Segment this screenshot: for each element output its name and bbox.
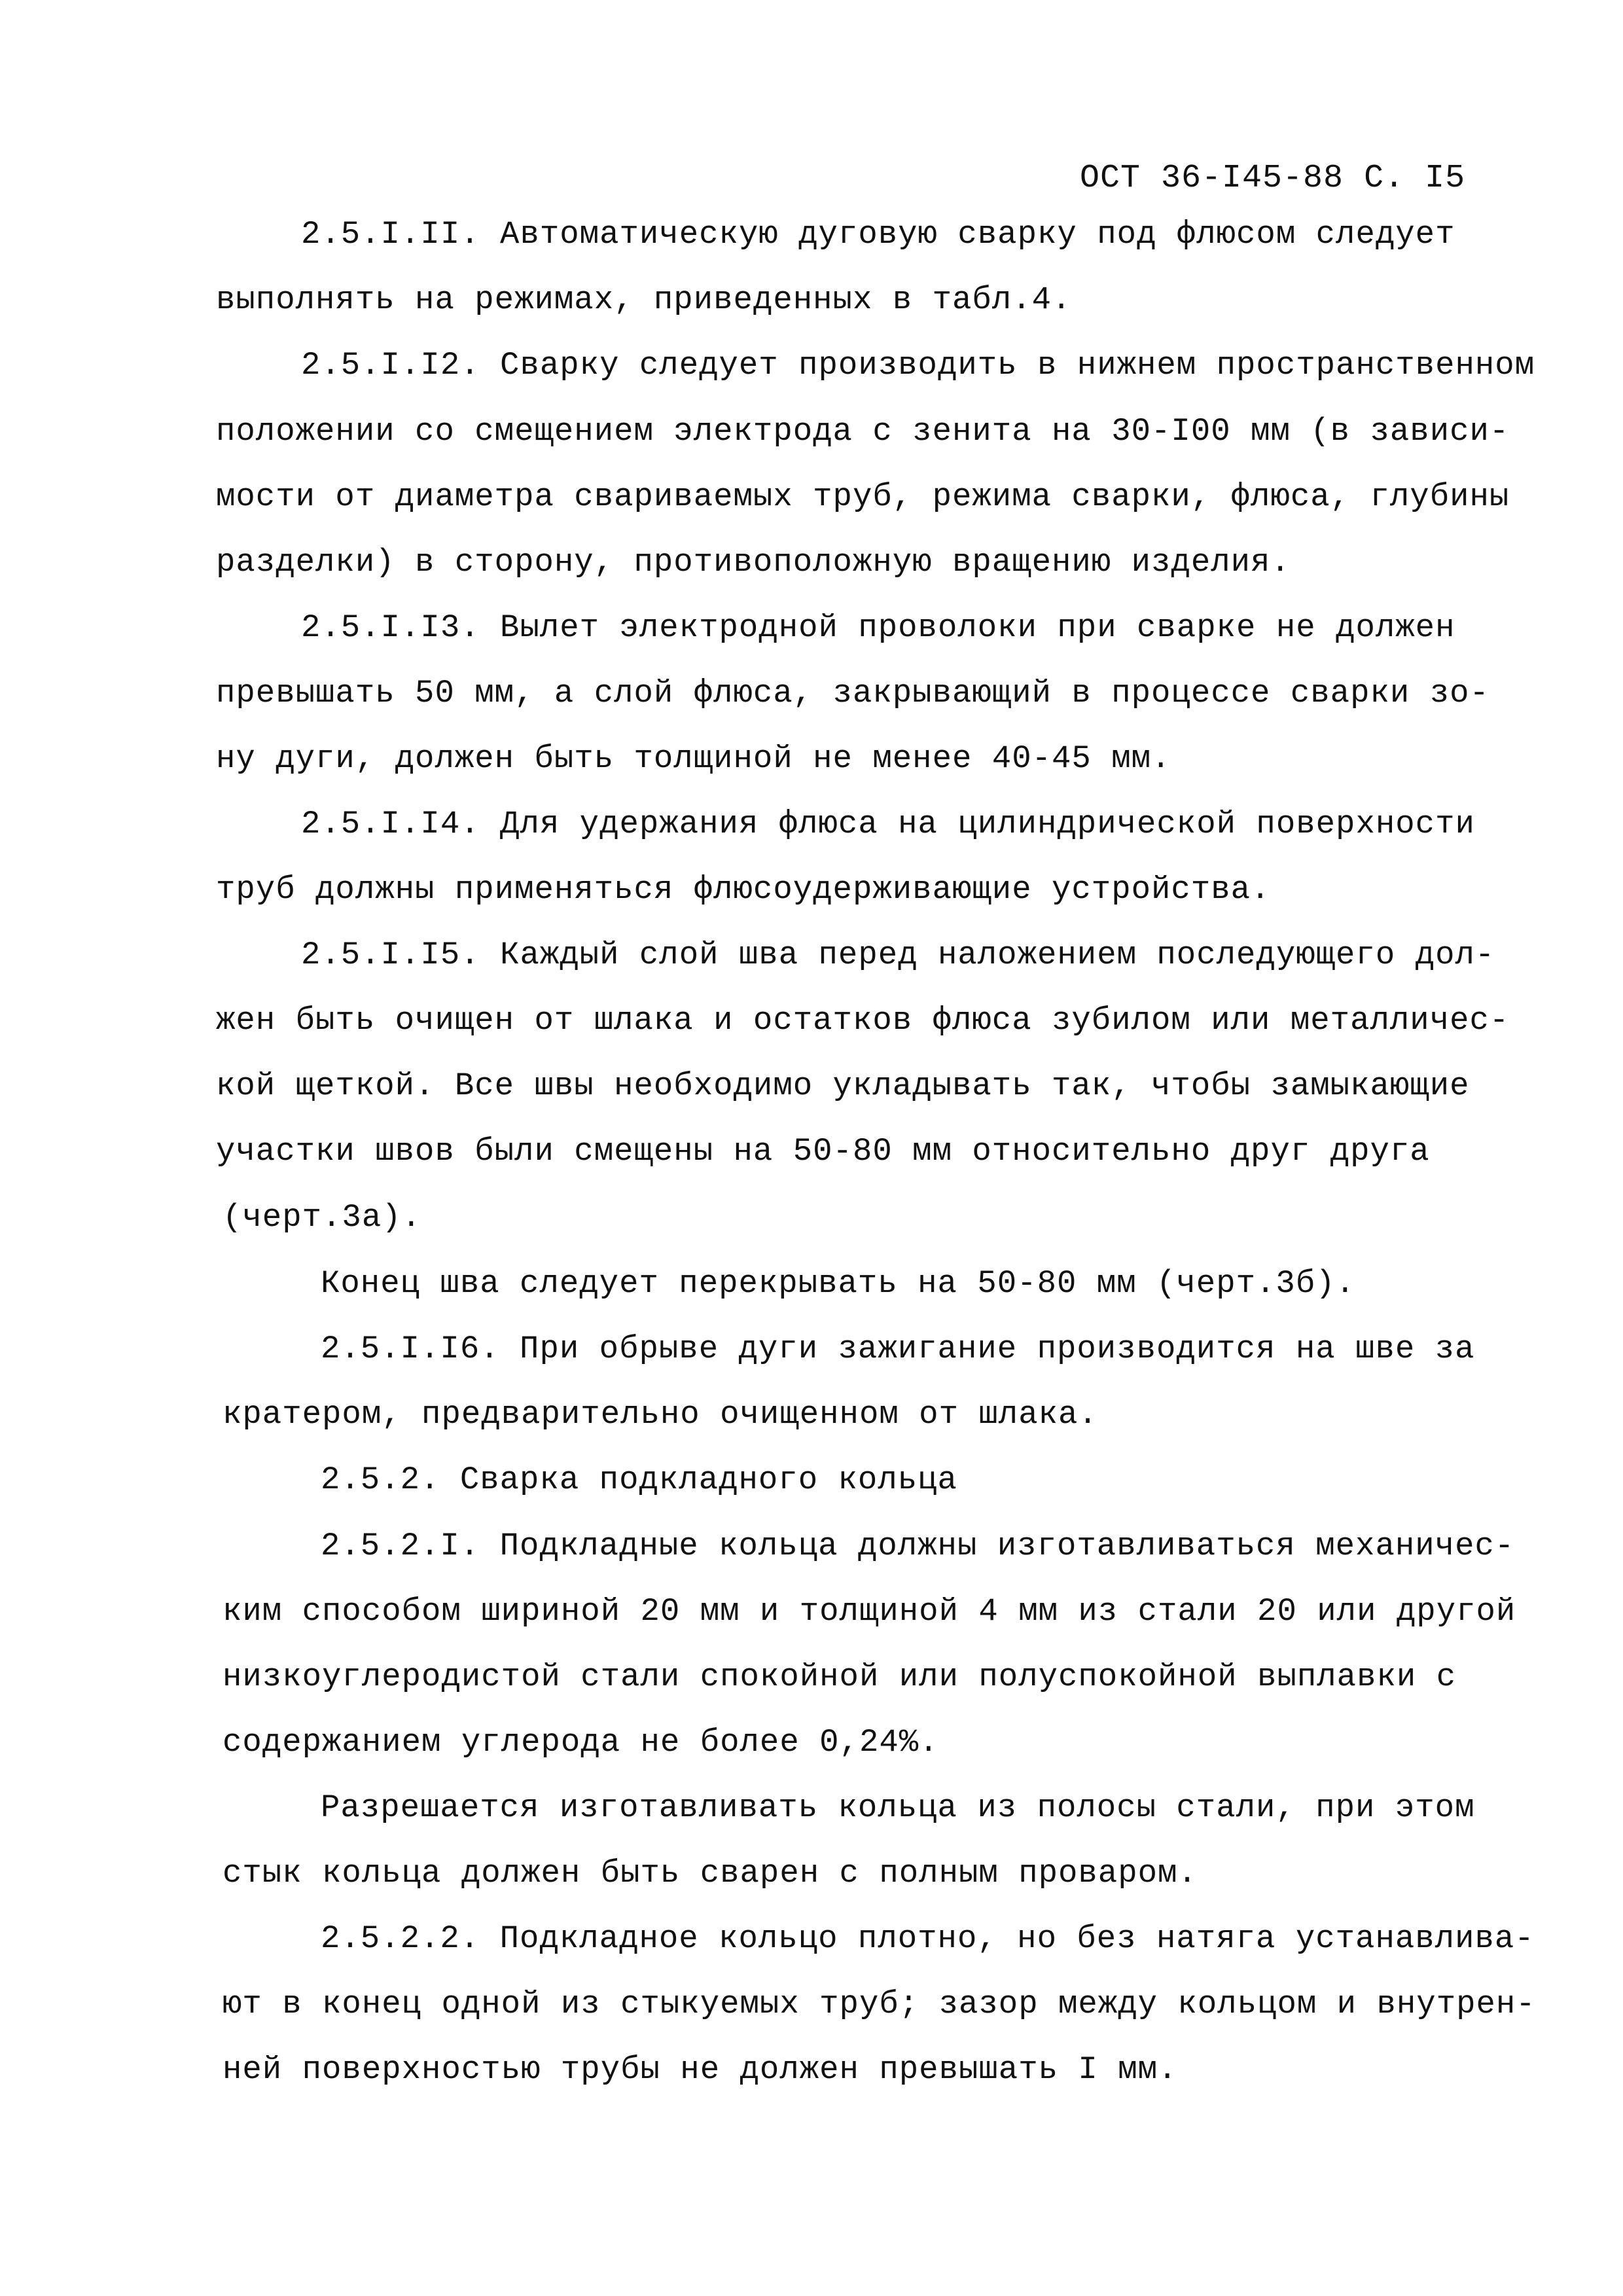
body-line: 2.5.I.II. Автоматическую дуговую сварку под флюсом следует: [301, 216, 1455, 253]
body-line: 2.5.I.I3. Вылет электродной проволоки при сварке не должен: [301, 609, 1455, 646]
body-line: (черт.3а).: [223, 1199, 422, 1236]
body-line: выполнять на режимах, приведенных в табл.4.: [216, 281, 1072, 318]
body-line: 2.5.2.I. Подкладные кольца должны изготавливаться механичес-: [321, 1528, 1515, 1564]
body-line: ней поверхностью трубы не должен превышать I мм.: [223, 2051, 1178, 2088]
body-line: 2.5.I.I4. Для удержания флюса на цилиндрической поверхности: [301, 806, 1475, 842]
body-line: разделки) в сторону, противоположную вращению изделия.: [216, 544, 1291, 581]
body-line: ким способом шириной 20 мм и толщиной 4 мм из стали 20 или другой: [223, 1593, 1516, 1630]
body-line: 2.5.2.2. Подкладное кольцо плотно, но без натяга устанавлива-: [321, 1920, 1535, 1957]
body-line: содержанием углерода не более 0,24%.: [223, 1724, 939, 1761]
page-header-doc-ref: ОСТ 36-I45-88 С. I5: [1080, 160, 1466, 197]
body-line: 2.5.2. Сварка подкладного кольца: [321, 1462, 957, 1498]
body-line: кой щеткой. Все швы необходимо укладывать так, чтобы замыкающие: [216, 1067, 1470, 1104]
body-line: превышать 50 мм, а слой флюса, закрывающий в процессе сварки зо-: [216, 675, 1489, 711]
body-line: труб должны применяться флюсоудерживающие устройства.: [216, 871, 1271, 908]
body-line: 2.5.I.I5. Каждый слой шва перед наложением последующего дол-: [301, 937, 1495, 973]
body-line: ют в конец одной из стыкуемых труб; зазор между кольцом и внутрен-: [223, 1986, 1536, 2022]
body-line: низкоуглеродистой стали спокойной или полуспокойной выплавки с: [223, 1659, 1457, 1695]
body-line: Конец шва следует перекрывать на 50-80 мм (черт.3б).: [321, 1265, 1356, 1302]
body-line: стык кольца должен быть сварен с полным проваром.: [223, 1855, 1198, 1892]
body-line: мости от диаметра свариваемых труб, режима сварки, флюса, глубины: [216, 478, 1510, 515]
body-line: 2.5.I.I2. Сварку следует производить в нижнем пространственном: [301, 347, 1535, 384]
body-line: ну дуги, должен быть толщиной не менее 40-45 мм.: [216, 740, 1171, 777]
body-line: положении со смещением электрода с зенита на 30-I00 мм (в зависи-: [216, 413, 1510, 450]
body-line: участки швов были смещены на 50-80 мм относительно друг друга: [216, 1133, 1430, 1170]
body-line: жен быть очищен от шлака и остатков флюса зубилом или металличес-: [216, 1002, 1510, 1039]
body-line: Разрешается изготавливать кольца из полосы стали, при этом: [321, 1789, 1475, 1826]
body-line: кратером, предварительно очищенном от шлака.: [223, 1396, 1098, 1433]
body-line: 2.5.I.I6. При обрыве дуги зажигание производится на шве за: [321, 1331, 1475, 1367]
